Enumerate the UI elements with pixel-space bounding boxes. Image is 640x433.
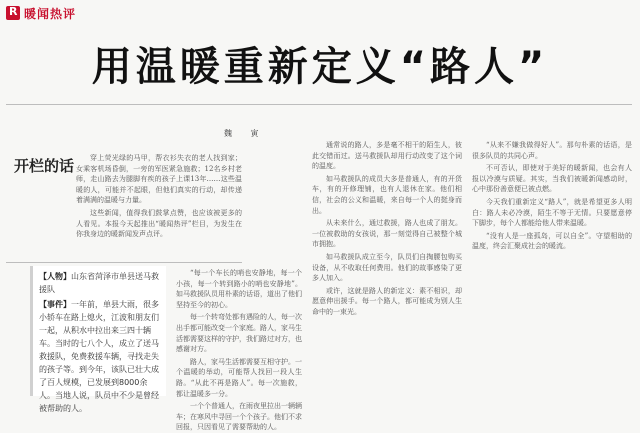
sidebar-box <box>30 266 166 413</box>
rule-opener <box>6 262 242 263</box>
body-column-4 <box>472 140 632 398</box>
brand-mark <box>6 5 76 21</box>
headline: 用温暖重新定义“路人” <box>91 44 549 90</box>
sidebar-event <box>39 298 160 415</box>
body-column-2 <box>176 268 302 432</box>
opener-text <box>76 153 242 261</box>
sidebar-person-tag: 【人物】 <box>39 272 71 281</box>
sidebar-person <box>39 270 160 296</box>
opener-paragraph: 穿上荧光绿的马甲，帮衣衫失衣的老人找到家；女乘客机场昏倒，一旁的军医紧急施救；12名乡村老师，走山路去为腿脚有疾的孩子上课13年……这些温暖的人，可能并不起眼，但他们真实的行动，却传递着满满的温暖与力量。 <box>76 154 242 205</box>
body-paragraph: “没有人是一座孤岛，可以自全”。守望相助的温度，终会汇聚成社会的暖流。 <box>472 231 632 251</box>
body-column-3 <box>312 140 462 398</box>
body-paragraph: 如马救援队成立至今，队员们自掏腰包购买设备，从不收取任何费用。他们的故事感染了更多人加入。 <box>312 252 462 283</box>
body-paragraph: 不可否认，即使对于美好的暖新闻，也会有人报以冷漠与质疑。其实，当我们被暖新闻感动时，心中那份善意便已被点燃。 <box>472 164 632 194</box>
body-paragraph: “从来不嫌我做得好人”。那句朴素的话语，是很多队员的共同心声。 <box>472 141 632 160</box>
body-paragraph: 或许，这就是路人的新定义：素不相识，却愿意伸出援手。每一个路人，都可能成为别人生命中的一束光。 <box>312 286 462 316</box>
sidebar-person-text: 山东省菏泽市单县送马救援队 <box>39 272 159 294</box>
sidebar-event-text: 一年前，单县大雨，很多小轿车在路上熄火，江波和朋友们一起，从积水中拉出来三四十辆车。当时的七八个人，成立了送马救援队，免费救援车辆，寻找走失的孩子等。到今年，该队已壮大成了百人规模，已发展到8000余人。当地人说，队员中不少是曾经被帮助的人。 <box>39 300 159 413</box>
brand-logo-icon <box>6 6 20 20</box>
body-paragraph: 如马救援队的成员大多是普通人，有的开货车，有的开修理铺，也有人退休在家。他们相信，社会的公义和温暖，来自每一个人的挺身而出。 <box>312 174 462 215</box>
body-paragraph: 一个个普通人，在雨夜里拉出一辆辆车；在寒风中寻回一个个孩子。他们不求回报，只因看见了需要帮助的人。 <box>176 402 302 432</box>
rule-top <box>6 104 632 105</box>
byline: 魏 寅 <box>224 129 267 138</box>
body-paragraph: 每一个转弯处都有遇险的人，每一次出手都可能改变一个家庭。路人，家马生活都需要这样的守护，我们路过对方，也感谢对方。 <box>176 313 302 354</box>
opener-title: 开栏的话 <box>14 157 75 175</box>
body-paragraph: “每一个车长的哨也安静地，每一个小孩，每一个转到路小的哨也安静地”。如马救援队员用朴素的话语，道出了他们坚持至今的初心。 <box>176 269 302 309</box>
body-paragraph: 通常说的路人，多是毫不相干的陌生人，彼此交错而过。送马救援队却用行动改变了这个词的温度。 <box>312 141 462 171</box>
opener-paragraph: 这些新闻，值得我们鼓掌点赞，也应该被更多的人看见。本报今天起推出“暖闻热评”栏目，为发生在你我身边的暖新闻发声点评。 <box>76 208 242 239</box>
body-paragraph: 路人，家马生活都需要互相守护。一个温暖的举动，可能帮人找回一段人生路。“从此不再是路人”。每一次施救，都让温暖多一分。 <box>176 357 302 398</box>
body-paragraph: 从未来什么，通过救援，路人也成了朋友。一位被救助的女孩说，那一刻觉得自己被整个城市拥抱。 <box>312 219 462 249</box>
sidebar-event-tag: 【事件】 <box>39 300 71 309</box>
body-paragraph: 今天我们重新定义“路人”，就是希望更多人明白：路人未必冷漠，陌生不等于无情。只要愿意停下脚步，每个人都能给他人带来温暖。 <box>472 197 632 228</box>
brand-name: 暖闻热评 <box>24 6 77 21</box>
